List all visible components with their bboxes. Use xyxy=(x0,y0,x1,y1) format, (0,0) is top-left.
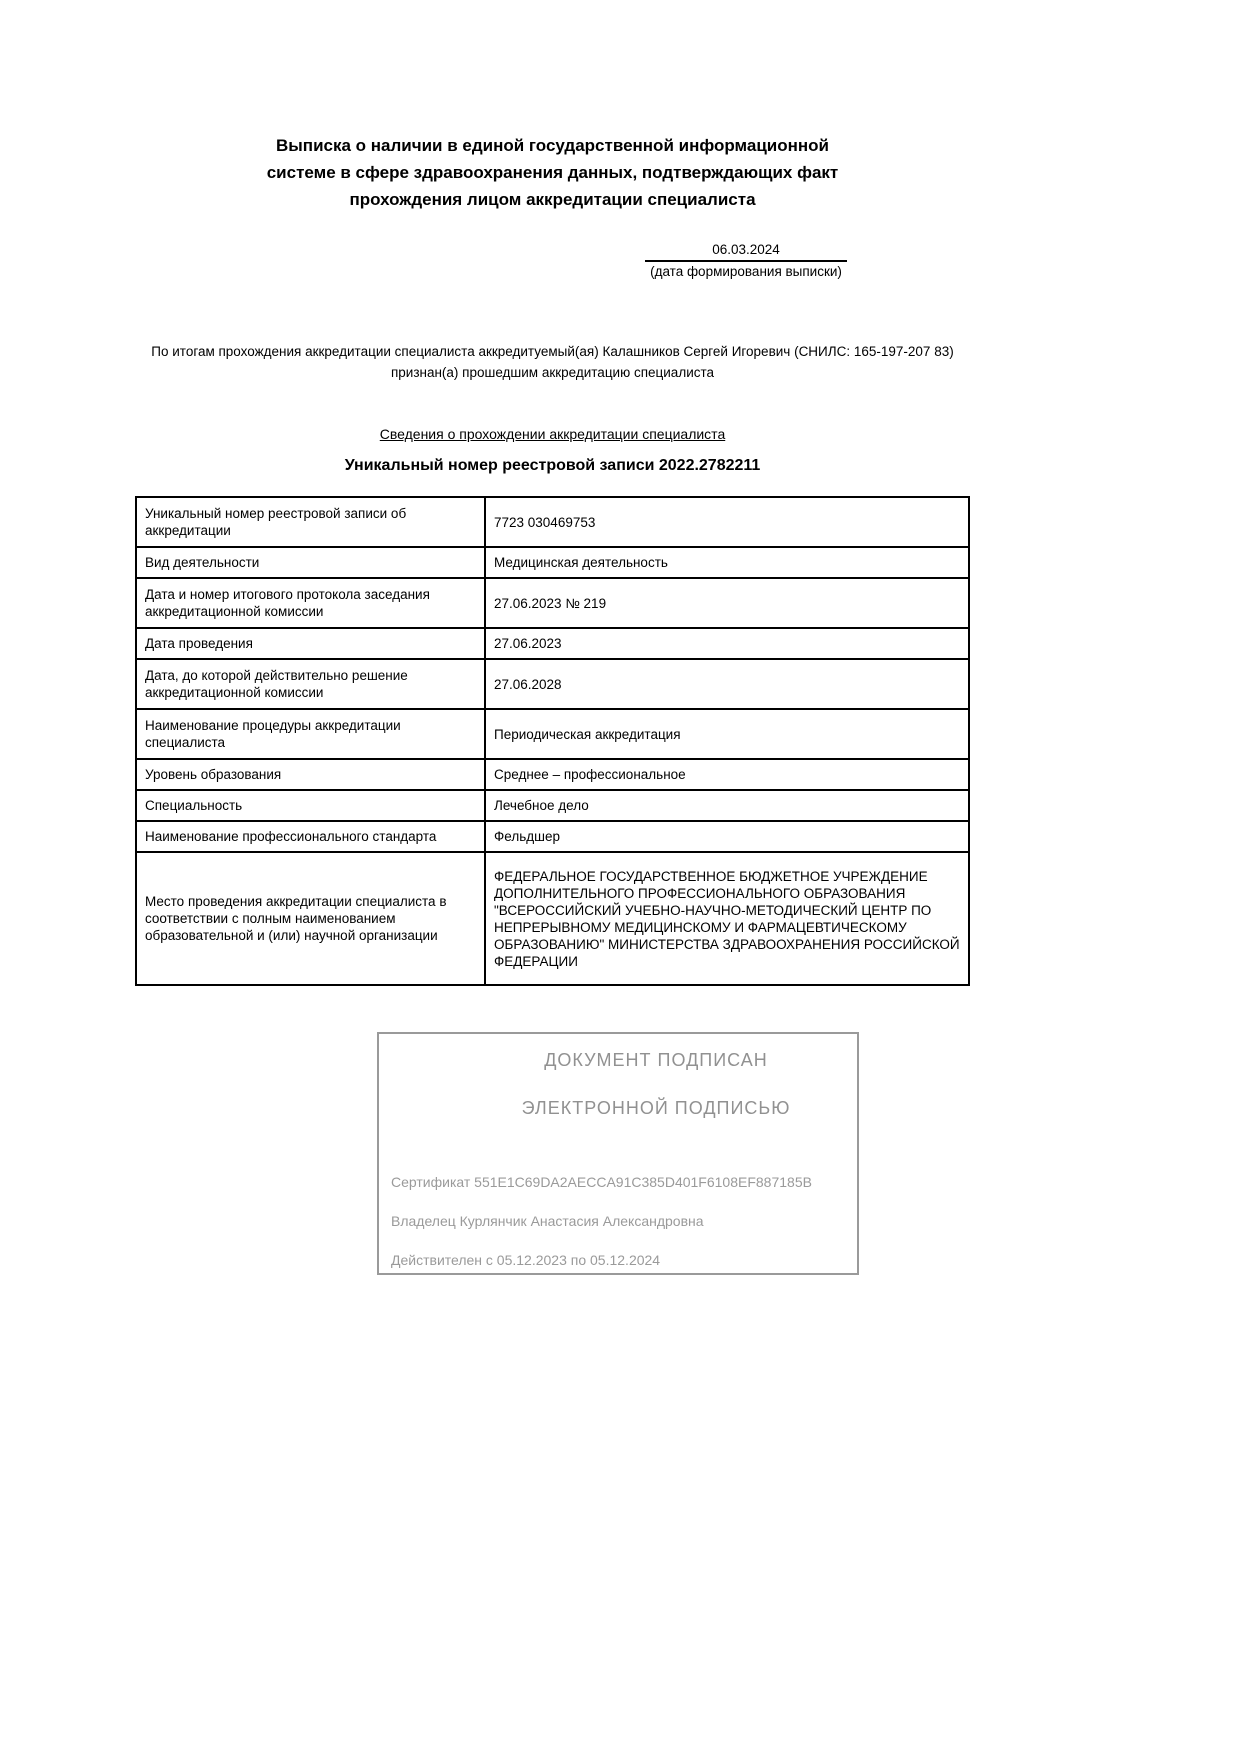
signature-header xyxy=(379,1050,857,1119)
signature-header-line: ДОКУМЕНТ ПОДПИСАН xyxy=(544,1050,768,1070)
table-row xyxy=(136,852,969,985)
row-label: Вид деятельности xyxy=(136,547,485,578)
document-title-line: прохождения лицом аккредитации специалиста xyxy=(349,190,756,209)
row-value: 27.06.2023 xyxy=(485,628,969,659)
intro-line: По итогам прохождения аккредитации специалиста аккредитуемый(ая) Калашников Сергей Игоревич (СНИЛС: 165-197-207 83) xyxy=(151,344,954,359)
table-row xyxy=(136,821,969,852)
table-row xyxy=(136,659,969,709)
intro-paragraph xyxy=(135,341,970,383)
table-row xyxy=(136,709,969,759)
row-value: Среднее – профессиональное xyxy=(485,759,969,790)
table-row xyxy=(136,497,969,547)
signature-certificate: Сертификат 551E1C69DA2AECCA91C385D401F6108EF887185B xyxy=(391,1174,812,1190)
document-title xyxy=(135,132,970,213)
extract-date: 06.03.2024 xyxy=(645,242,847,262)
section-heading-text: Сведения о прохождении аккредитации специалиста xyxy=(379,426,726,442)
row-label: Уникальный номер реестровой записи об аккредитации xyxy=(136,497,485,547)
signature-details xyxy=(391,1174,849,1291)
extract-date-block xyxy=(645,242,847,279)
electronic-signature-stamp xyxy=(377,1032,859,1275)
record-number-heading: Уникальный номер реестровой записи 2022.2782211 xyxy=(344,457,761,474)
row-label: Наименование процедуры аккредитации специалиста xyxy=(136,709,485,759)
table-row xyxy=(136,790,969,821)
row-value: 27.06.2023 № 219 xyxy=(485,578,969,628)
row-label: Место проведения аккредитации специалиста в соответствии с полным наименованием образовательной и (или) научной организации xyxy=(136,852,485,985)
row-value: Медицинская деятельность xyxy=(485,547,969,578)
row-value: Лечебное дело xyxy=(485,790,969,821)
extract-date-caption: (дата формирования выписки) xyxy=(650,264,842,279)
row-value: 27.06.2028 xyxy=(485,659,969,709)
accreditation-table-container xyxy=(135,496,970,986)
row-value: ФЕДЕРАЛЬНОЕ ГОСУДАРСТВЕННОЕ БЮДЖЕТНОЕ УЧРЕЖДЕНИЕ ДОПОЛНИТЕЛЬНОГО ПРОФЕССИОНАЛЬНОГО ОБРАЗОВАНИЯ "ВСЕРОССИЙСКИЙ УЧЕБНО-НАУЧНО-МЕТОДИЧЕСКИЙ ЦЕНТР ПО НЕПРЕРЫВНОМУ МЕДИЦИНСКОМУ И ФАРМАЦЕВТИЧЕСКОМУ ОБРАЗОВАНИЮ" МИНИСТЕРСТВА ЗДРАВООХРАНЕНИЯ РОССИЙСКОЙ ФЕДЕРАЦИИ xyxy=(485,852,969,985)
signature-owner: Владелец Курлянчик Анастасия Александровна xyxy=(391,1213,704,1229)
row-label: Дата проведения xyxy=(136,628,485,659)
table-row xyxy=(136,628,969,659)
document-title-line: Выписка о наличии в единой государственной информационной xyxy=(276,136,829,155)
intro-line: признан(а) прошедшим аккредитацию специалиста xyxy=(390,365,715,380)
section-heading xyxy=(135,426,970,442)
row-value: Периодическая аккредитация xyxy=(485,709,969,759)
row-value: Фельдшер xyxy=(485,821,969,852)
signature-header-line: ЭЛЕКТРОННОЙ ПОДПИСЬЮ xyxy=(521,1098,791,1118)
table-row xyxy=(136,578,969,628)
table-row xyxy=(136,547,969,578)
row-label: Специальность xyxy=(136,790,485,821)
row-label: Дата, до которой действительно решение аккредитационной комиссии xyxy=(136,659,485,709)
accreditation-table xyxy=(135,496,970,986)
row-label: Наименование профессионального стандарта xyxy=(136,821,485,852)
table-row xyxy=(136,759,969,790)
row-label: Дата и номер итогового протокола заседания аккредитационной комиссии xyxy=(136,578,485,628)
signature-validity: Действителен с 05.12.2023 по 05.12.2024 xyxy=(391,1252,661,1268)
document-title-line: системе в сфере здравоохранения данных, подтверждающих факт xyxy=(266,163,839,182)
row-label: Уровень образования xyxy=(136,759,485,790)
row-value: 7723 030469753 xyxy=(485,497,969,547)
